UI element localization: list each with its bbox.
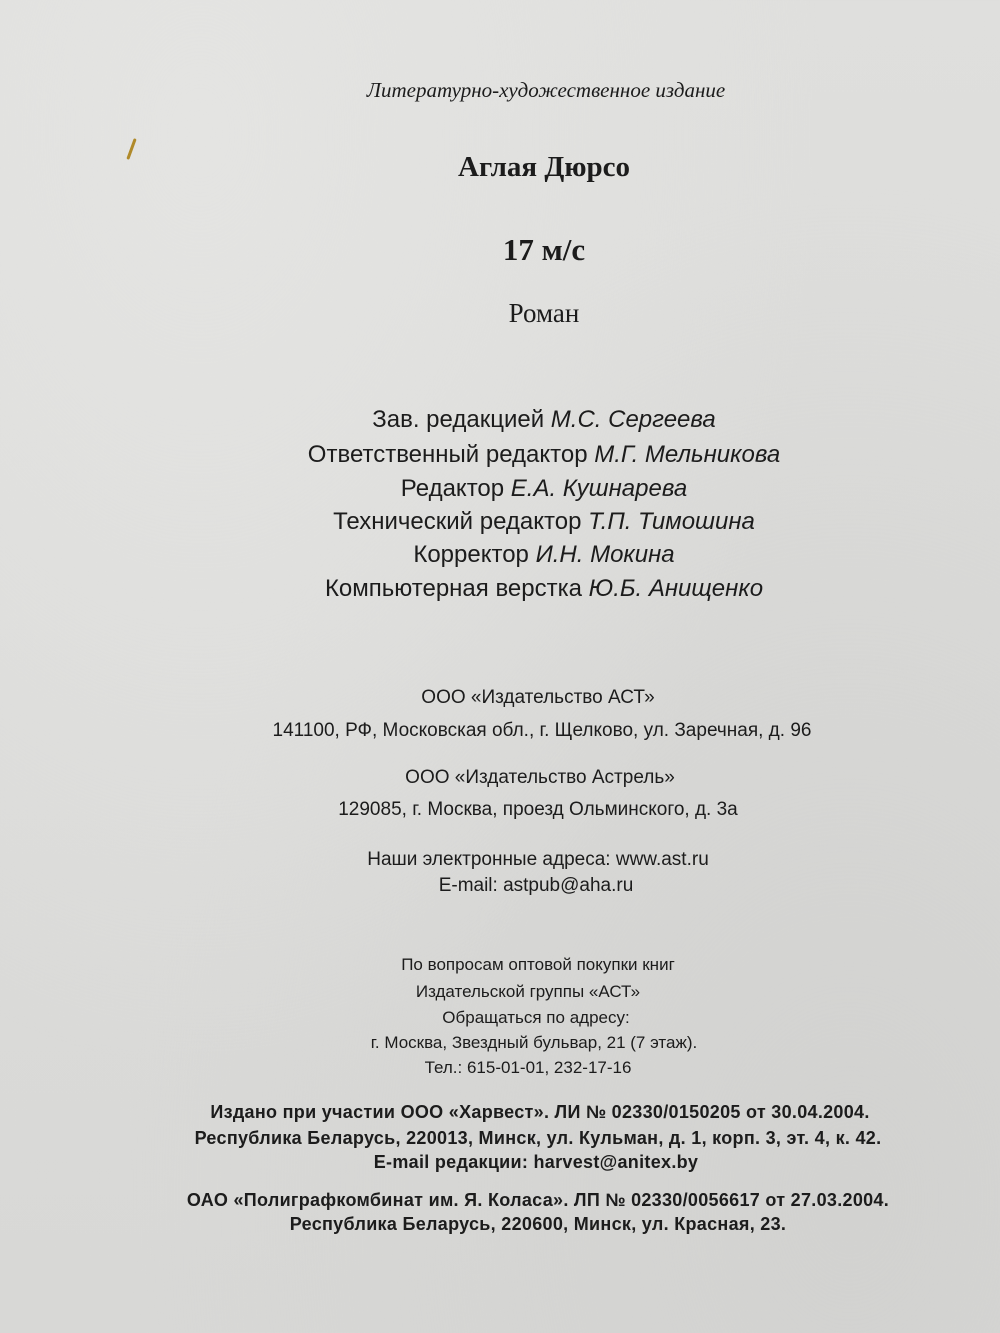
email-address: E-mail: astpub@aha.ru: [438, 875, 634, 896]
credit-line: [44, 543, 1000, 567]
book-title: 17 м/с: [502, 232, 586, 267]
credit-name: Т.П. Тимошина: [588, 508, 755, 535]
credit-line: [44, 510, 1000, 534]
author-name: Аглая Дюрсо: [458, 151, 630, 183]
credit-name: И.Н. Мокина: [535, 541, 675, 568]
web-address: Наши электронные адреса: www.ast.ru: [367, 849, 709, 870]
publisher-name: ООО «Издательство АСТ»: [421, 687, 655, 708]
orders-address: г. Москва, Звездный бульвар, 21 (7 этаж).: [370, 1033, 698, 1052]
orders-line: По вопросам оптовой покупки книг: [401, 955, 675, 974]
imprint-line: ОАО «Полиграфкомбинат им. Я. Коласа». ЛП № 02330/0056617 от 27.03.2004.: [186, 1190, 890, 1210]
book-subtitle: Роман: [508, 298, 580, 328]
credit-role: Редактор: [400, 475, 505, 502]
imprint-line: Издано при участии ООО «Харвест». ЛИ № 02330/0150205 от 30.04.2004.: [210, 1102, 870, 1122]
publisher-name: ООО «Издательство Астрель»: [405, 767, 675, 788]
imprint-line: Республика Беларусь, 220013, Минск, ул. Кульман, д. 1, корп. 3, эт. 4, к. 42.: [194, 1128, 882, 1148]
genre-label: Литературно-художественное издание: [366, 78, 726, 102]
credit-name: М.С. Сергеева: [550, 406, 716, 433]
credit-name: Е.А. Кушнарева: [510, 475, 688, 502]
credit-role: Технический редактор: [333, 508, 582, 535]
credit-line: [44, 577, 1000, 601]
credit-name: М.Г. Мельникова: [594, 441, 781, 468]
credit-role: Корректор: [413, 541, 529, 568]
credit-line: [44, 443, 1000, 467]
credit-line: [44, 477, 1000, 501]
credit-role: Зав. редакцией: [372, 406, 545, 433]
publisher-address: 141100, РФ, Московская обл., г. Щелково, ул. Заречная, д. 96: [272, 720, 812, 741]
publisher-address: 129085, г. Москва, проезд Ольминского, д. 3а: [338, 799, 738, 820]
credit-name: Ю.Б. Анищенко: [588, 575, 764, 602]
credit-line: [44, 408, 1000, 432]
orders-line: Издательской группы «АСТ»: [415, 982, 641, 1001]
orders-line: Обращаться по адресу:: [442, 1008, 630, 1027]
credit-role: Ответственный редактор: [307, 441, 588, 468]
orders-phone: Тел.: 615-01-01, 232-17-16: [424, 1058, 632, 1077]
imprint-line: Республика Беларусь, 220600, Минск, ул. Красная, 23.: [289, 1214, 787, 1234]
credit-role: Компьютерная верстка: [324, 575, 582, 602]
imprint-line: E-mail редакции: harvest@anitex.by: [373, 1152, 699, 1172]
